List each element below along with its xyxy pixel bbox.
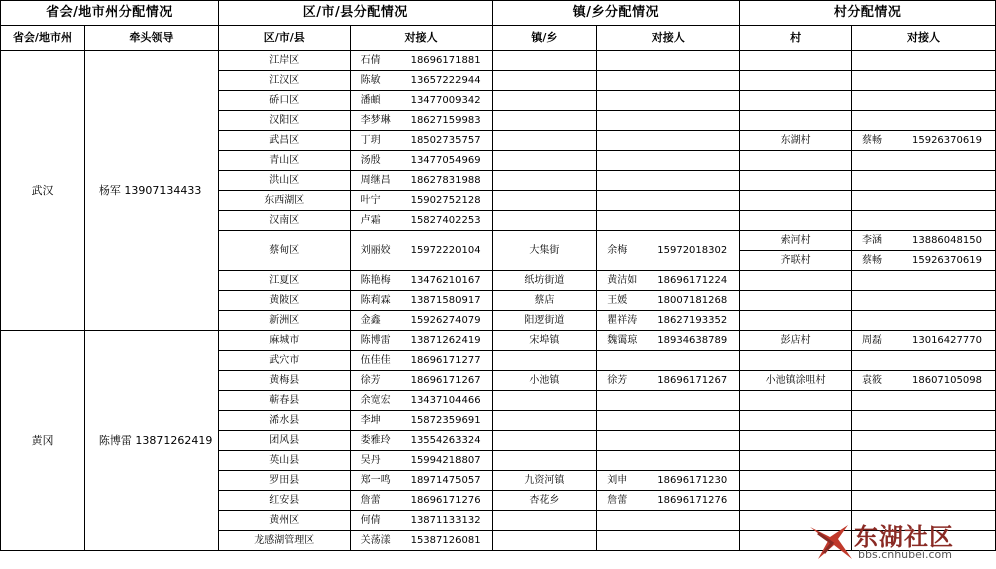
village-cell xyxy=(740,451,852,471)
district-contact xyxy=(350,291,492,311)
town-cell: 大集街 xyxy=(492,231,597,271)
village-contact xyxy=(851,271,995,291)
header-district: 区/市/县 xyxy=(218,26,350,51)
town-contact-name: 徐芳 xyxy=(607,374,628,386)
town-contact xyxy=(597,91,740,111)
village-contact xyxy=(851,391,995,411)
village-cell xyxy=(740,91,852,111)
district-contact xyxy=(350,151,492,171)
district-contact-phone: 18696171881 xyxy=(410,54,481,66)
town-cell: 宋埠镇 xyxy=(492,331,597,351)
district-contact-phone: 18971475057 xyxy=(410,474,481,486)
village-contact xyxy=(851,451,995,471)
town-contact xyxy=(597,331,740,351)
header-district-group: 区/市/县分配情况 xyxy=(218,1,492,26)
town-cell xyxy=(492,111,597,131)
village-contact xyxy=(851,131,995,151)
district-contact-name: 汤殷 xyxy=(360,154,381,166)
district-contact-name: 徐芳 xyxy=(360,374,381,386)
town-cell xyxy=(492,71,597,91)
town-cell xyxy=(492,391,597,411)
town-contact-phone: 18007181268 xyxy=(657,294,728,306)
town-cell xyxy=(492,511,597,531)
town-contact xyxy=(597,71,740,91)
district-contact-name: 关荡漾 xyxy=(360,534,391,546)
district-contact-name: 叶宁 xyxy=(360,194,381,206)
header-village-contact: 对接人 xyxy=(851,26,995,51)
district-cell: 江汉区 xyxy=(218,71,350,91)
town-contact-phone: 18696171230 xyxy=(657,474,728,486)
district-contact xyxy=(350,211,492,231)
town-contact xyxy=(597,211,740,231)
town-cell: 小池镇 xyxy=(492,371,597,391)
town-contact-phone: 18627193352 xyxy=(657,314,728,326)
town-contact-phone: 18934638789 xyxy=(657,334,728,346)
village-cell xyxy=(740,471,852,491)
town-contact xyxy=(597,531,740,551)
watermark-brand: 东湖社区 xyxy=(854,523,954,551)
village-contact xyxy=(851,151,995,171)
district-contact xyxy=(350,451,492,471)
district-contact xyxy=(350,191,492,211)
district-contact-name: 余宽宏 xyxy=(360,394,391,406)
district-contact-name: 何倩 xyxy=(360,514,381,526)
town-contact-name: 余梅 xyxy=(607,244,628,256)
district-contact-name: 陈敏 xyxy=(360,74,381,86)
district-contact-name: 娄雅玲 xyxy=(360,434,391,446)
village-cell xyxy=(740,171,852,191)
village-contact-phone: 15926370619 xyxy=(911,134,982,146)
table-row xyxy=(1,51,996,71)
town-contact xyxy=(597,371,740,391)
village-contact xyxy=(851,371,995,391)
town-cell xyxy=(492,411,597,431)
district-cell: 浠水县 xyxy=(218,411,350,431)
district-contact-name: 陈莉霖 xyxy=(360,294,391,306)
district-cell: 团风县 xyxy=(218,431,350,451)
district-contact xyxy=(350,411,492,431)
district-cell: 黄陂区 xyxy=(218,291,350,311)
district-contact-name: 吴丹 xyxy=(360,454,381,466)
district-contact-name: 李坤 xyxy=(360,414,381,426)
district-contact-phone: 13437104466 xyxy=(410,394,481,406)
district-contact xyxy=(350,231,492,271)
village-cell: 索河村 xyxy=(740,231,852,251)
district-contact xyxy=(350,371,492,391)
village-cell xyxy=(740,291,852,311)
district-cell: 武穴市 xyxy=(218,351,350,371)
district-contact-name: 金鑫 xyxy=(360,314,381,326)
watermark-logo xyxy=(808,517,986,565)
town-contact xyxy=(597,131,740,151)
district-contact xyxy=(350,531,492,551)
village-contact xyxy=(851,91,995,111)
village-contact xyxy=(851,251,995,271)
town-contact xyxy=(597,311,740,331)
town-contact xyxy=(597,471,740,491)
village-cell xyxy=(740,311,852,331)
district-contact-phone: 13871262419 xyxy=(410,334,481,346)
village-cell xyxy=(740,391,852,411)
header-city: 省会/地市州 xyxy=(1,26,85,51)
header-town-group: 镇/乡分配情况 xyxy=(492,1,740,26)
district-contact-phone: 15387126081 xyxy=(410,534,481,546)
town-cell: 阳逻街道 xyxy=(492,311,597,331)
district-cell: 蕲春县 xyxy=(218,391,350,411)
district-cell: 新洲区 xyxy=(218,311,350,331)
district-cell: 红安县 xyxy=(218,491,350,511)
district-contact-name: 陈博雷 xyxy=(360,334,391,346)
village-contact-name: 袁筱 xyxy=(861,374,882,386)
district-contact xyxy=(350,511,492,531)
district-contact xyxy=(350,131,492,151)
village-contact xyxy=(851,411,995,431)
district-contact-phone: 13554263324 xyxy=(410,434,481,446)
header-group-row xyxy=(1,1,996,26)
district-cell: 黄梅县 xyxy=(218,371,350,391)
logo-icon xyxy=(808,519,854,563)
town-cell: 蔡店 xyxy=(492,291,597,311)
village-contact xyxy=(851,471,995,491)
district-contact-phone: 13657222944 xyxy=(410,74,481,86)
town-contact xyxy=(597,191,740,211)
village-cell xyxy=(740,151,852,171)
town-contact-name: 瞿祥涛 xyxy=(607,314,638,326)
header-town: 镇/乡 xyxy=(492,26,597,51)
town-contact xyxy=(597,511,740,531)
village-contact-name: 蔡畅 xyxy=(861,254,882,266)
town-contact xyxy=(597,391,740,411)
district-cell: 青山区 xyxy=(218,151,350,171)
town-contact xyxy=(597,411,740,431)
district-contact xyxy=(350,311,492,331)
district-contact-phone: 13871580917 xyxy=(410,294,481,306)
village-contact-name: 蔡畅 xyxy=(861,134,882,146)
district-cell: 罗田县 xyxy=(218,471,350,491)
leader-cell: 杨军 13907134433 xyxy=(84,51,218,331)
village-contact-name: 周磊 xyxy=(861,334,882,346)
village-contact-phone: 13016427770 xyxy=(911,334,982,346)
village-cell xyxy=(740,51,852,71)
village-cell: 彭店村 xyxy=(740,331,852,351)
leader-cell: 陈博雷 13871262419 xyxy=(84,331,218,551)
city-cell: 武汉 xyxy=(1,51,85,331)
town-cell xyxy=(492,531,597,551)
district-contact-phone: 15926274079 xyxy=(410,314,481,326)
town-cell xyxy=(492,131,597,151)
district-contact-name: 卢霜 xyxy=(360,214,381,226)
town-contact xyxy=(597,431,740,451)
village-cell: 齐联村 xyxy=(740,251,852,271)
village-cell xyxy=(740,71,852,91)
village-contact-phone: 13886048150 xyxy=(911,234,982,246)
district-cell: 蔡甸区 xyxy=(218,231,350,271)
town-contact xyxy=(597,451,740,471)
district-contact-name: 周继昌 xyxy=(360,174,391,186)
district-contact-phone: 18627159983 xyxy=(410,114,481,126)
town-contact xyxy=(597,231,740,271)
header-village-group: 村分配情况 xyxy=(740,1,996,26)
town-contact xyxy=(597,291,740,311)
district-contact xyxy=(350,351,492,371)
district-contact xyxy=(350,431,492,451)
village-cell xyxy=(740,191,852,211)
town-cell xyxy=(492,451,597,471)
district-cell: 汉阳区 xyxy=(218,111,350,131)
town-cell xyxy=(492,191,597,211)
village-cell xyxy=(740,211,852,231)
district-cell: 东西湖区 xyxy=(218,191,350,211)
village-contact xyxy=(851,111,995,131)
town-contact xyxy=(597,271,740,291)
district-cell: 黄州区 xyxy=(218,511,350,531)
district-contact xyxy=(350,391,492,411)
watermark-url: bbs.cnhubei.com xyxy=(858,548,952,561)
district-cell: 硚口区 xyxy=(218,91,350,111)
town-cell xyxy=(492,51,597,71)
village-contact xyxy=(851,351,995,371)
district-contact xyxy=(350,91,492,111)
town-contact-name: 魏霭琼 xyxy=(607,334,638,346)
village-contact xyxy=(851,331,995,351)
district-cell: 英山县 xyxy=(218,451,350,471)
town-cell xyxy=(492,151,597,171)
village-cell xyxy=(740,431,852,451)
village-contact xyxy=(851,191,995,211)
town-contact-name: 黄洁如 xyxy=(607,274,638,286)
header-district-contact: 对接人 xyxy=(350,26,492,51)
header-village: 村 xyxy=(740,26,852,51)
town-contact xyxy=(597,351,740,371)
district-contact-phone: 18696171276 xyxy=(410,494,481,506)
town-contact-phone: 18696171276 xyxy=(657,494,728,506)
town-contact-name: 詹蕾 xyxy=(607,494,628,506)
district-contact-name: 石倩 xyxy=(360,54,381,66)
town-cell xyxy=(492,431,597,451)
village-cell: 东湖村 xyxy=(740,131,852,151)
district-contact-phone: 18696171267 xyxy=(410,374,481,386)
district-contact-phone: 15994218807 xyxy=(410,454,481,466)
village-contact-phone: 18607105098 xyxy=(911,374,982,386)
village-contact-name: 李涵 xyxy=(861,234,882,246)
header-city-group: 省会/地市州分配情况 xyxy=(1,1,219,26)
town-contact-phone: 15972018302 xyxy=(657,244,728,256)
district-contact xyxy=(350,51,492,71)
town-contact xyxy=(597,51,740,71)
district-contact xyxy=(350,331,492,351)
district-cell: 龙感湖管理区 xyxy=(218,531,350,551)
header-column-row xyxy=(1,26,996,51)
town-cell xyxy=(492,211,597,231)
district-cell: 汉南区 xyxy=(218,211,350,231)
village-contact xyxy=(851,71,995,91)
district-contact-name: 丁玥 xyxy=(360,134,381,146)
town-cell xyxy=(492,91,597,111)
village-cell xyxy=(740,111,852,131)
village-cell xyxy=(740,411,852,431)
header-leader: 牵头领导 xyxy=(84,26,218,51)
district-contact-name: 刘丽姣 xyxy=(360,244,391,256)
district-contact-phone: 15827402253 xyxy=(410,214,481,226)
district-contact-name: 伍佳佳 xyxy=(360,354,391,366)
village-cell xyxy=(740,271,852,291)
town-cell: 纸坊街道 xyxy=(492,271,597,291)
village-cell: 小池镇涂咀村 xyxy=(740,371,852,391)
town-cell: 九资河镇 xyxy=(492,471,597,491)
town-contact xyxy=(597,491,740,511)
district-contact xyxy=(350,111,492,131)
district-contact-name: 李梦琳 xyxy=(360,114,391,126)
district-cell: 江夏区 xyxy=(218,271,350,291)
district-contact-phone: 18627831988 xyxy=(410,174,481,186)
district-cell: 江岸区 xyxy=(218,51,350,71)
town-contact xyxy=(597,171,740,191)
district-contact xyxy=(350,271,492,291)
village-contact xyxy=(851,431,995,451)
district-cell: 武昌区 xyxy=(218,131,350,151)
district-contact-phone: 13477054969 xyxy=(410,154,481,166)
district-contact-phone: 13477009342 xyxy=(410,94,481,106)
village-contact-phone: 15926370619 xyxy=(911,254,982,266)
town-contact-name: 王媛 xyxy=(607,294,628,306)
district-cell: 洪山区 xyxy=(218,171,350,191)
district-contact xyxy=(350,71,492,91)
town-contact xyxy=(597,111,740,131)
district-contact-phone: 15872359691 xyxy=(410,414,481,426)
district-contact-name: 陈艳梅 xyxy=(360,274,391,286)
district-contact-phone: 15972220104 xyxy=(410,244,481,256)
district-contact xyxy=(350,491,492,511)
village-contact xyxy=(851,171,995,191)
district-contact-phone: 13476210167 xyxy=(410,274,481,286)
district-contact xyxy=(350,471,492,491)
town-contact-phone: 18696171267 xyxy=(657,374,728,386)
village-contact xyxy=(851,51,995,71)
district-contact-phone: 18502735757 xyxy=(410,134,481,146)
town-contact-name: 刘申 xyxy=(607,474,628,486)
header-town-contact: 对接人 xyxy=(597,26,740,51)
district-contact-name: 郑一鸣 xyxy=(360,474,391,486)
town-cell xyxy=(492,351,597,371)
town-contact-phone: 18696171224 xyxy=(657,274,728,286)
district-contact-name: 詹蕾 xyxy=(360,494,381,506)
city-cell: 黄冈 xyxy=(1,331,85,551)
district-contact-name: 潘頔 xyxy=(360,94,381,106)
village-contact xyxy=(851,291,995,311)
town-cell: 杏花乡 xyxy=(492,491,597,511)
table-row xyxy=(1,331,996,351)
district-contact-phone: 18696171277 xyxy=(410,354,481,366)
village-cell xyxy=(740,491,852,511)
town-contact xyxy=(597,151,740,171)
town-cell xyxy=(492,171,597,191)
village-contact xyxy=(851,311,995,331)
district-contact-phone: 15902752128 xyxy=(410,194,481,206)
district-contact-phone: 13871133132 xyxy=(410,514,481,526)
village-contact xyxy=(851,231,995,251)
village-cell xyxy=(740,351,852,371)
village-contact xyxy=(851,211,995,231)
district-contact xyxy=(350,171,492,191)
district-cell: 麻城市 xyxy=(218,331,350,351)
village-contact xyxy=(851,491,995,511)
